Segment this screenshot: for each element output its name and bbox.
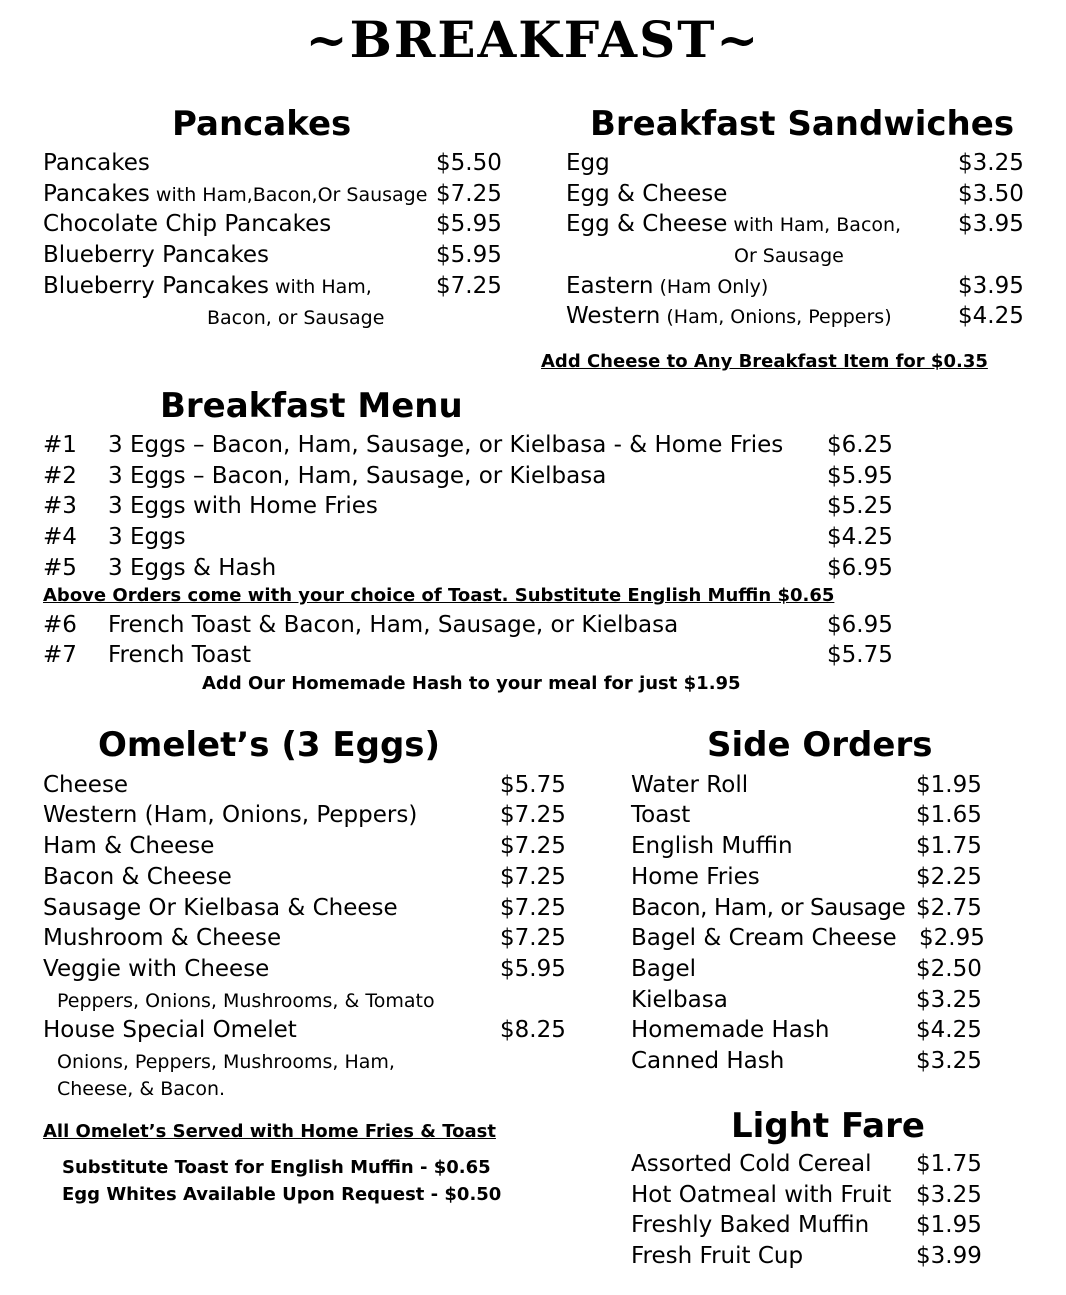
egg-whites-note: Egg Whites Available Upon Request - $0.50 [62, 1184, 502, 1205]
omelet-item-name: House Special Omelet [43, 1017, 297, 1043]
side-item-price: $2.25 [916, 864, 982, 890]
combo-name: French Toast [108, 642, 252, 668]
pancakes-heading: Pancakes [172, 104, 352, 144]
pancakes-item-price: $5.95 [436, 211, 502, 237]
sandwich-item-price: $3.95 [958, 273, 1024, 299]
pancakes-item-price: $7.25 [436, 273, 502, 299]
omelet-item-price: $5.75 [500, 772, 566, 798]
omelet-item-name: Bacon & Cheese [43, 864, 232, 890]
omelet-item-name: Veggie with Cheese [43, 956, 270, 982]
side-item-name: Canned Hash [631, 1048, 785, 1074]
combo-price: $6.95 [827, 555, 893, 581]
sandwich-item-name: Egg & Cheese [566, 181, 728, 207]
combo-number: #1 [43, 432, 77, 458]
pancakes-item-name: Pancakes [43, 150, 150, 176]
omelet-item-name: Western (Ham, Onions, Peppers) [43, 802, 418, 828]
omelet-item-price: $5.95 [500, 956, 566, 982]
omelet-item-price: $7.25 [500, 833, 566, 859]
pancakes-item-name: Blueberry Pancakes [43, 242, 269, 268]
combo-name: 3 Eggs with Home Fries [108, 493, 378, 519]
combo-name: 3 Eggs – Bacon, Ham, Sausage, or Kielbasa [108, 463, 607, 489]
combo-number: #2 [43, 463, 77, 489]
combo-price: $4.25 [827, 524, 893, 550]
combo-name: French Toast & Bacon, Ham, Sausage, or Kielbasa [108, 612, 679, 638]
omelet-item-price: $7.25 [500, 802, 566, 828]
pancakes-item-name: Blueberry Pancakes with Ham, [43, 273, 372, 299]
light-fare-item-name: Fresh Fruit Cup [631, 1243, 804, 1269]
omelet-item-name: Mushroom & Cheese [43, 925, 282, 951]
combo-price: $5.95 [827, 463, 893, 489]
combo-price: $6.25 [827, 432, 893, 458]
sandwich-item-price: $3.50 [958, 181, 1024, 207]
light-fare-heading: Light Fare [731, 1106, 925, 1146]
light-fare-item-price: $3.25 [916, 1182, 982, 1208]
omelets-heading: Omelet’s (3 Eggs) [98, 725, 441, 765]
omelet-item-price: $8.25 [500, 1017, 566, 1043]
combo-number: #6 [43, 612, 77, 638]
side-item-name: Home Fries [631, 864, 760, 890]
sandwich-item-price: $3.95 [958, 211, 1024, 237]
light-fare-item-name: Assorted Cold Cereal [631, 1151, 872, 1177]
combo-price: $6.95 [827, 612, 893, 638]
special-omelet-detail: Onions, Peppers, Mushrooms, Ham, [57, 1051, 395, 1073]
light-fare-item-price: $1.75 [916, 1151, 982, 1177]
sides-heading: Side Orders [707, 725, 933, 765]
sandwich-continuation: Or Sausage [734, 245, 844, 267]
side-item-price: $3.25 [916, 987, 982, 1013]
sandwich-item-name: Western (Ham, Onions, Peppers) [566, 303, 892, 329]
omelet-item-name: Ham & Cheese [43, 833, 215, 859]
toast-note: Above Orders come with your choice of Toast. Substitute English Muffin $0.65 [43, 585, 835, 606]
sandwiches-heading: Breakfast Sandwiches [590, 104, 1015, 144]
sandwich-item-name: Egg & Cheese with Ham, Bacon, [566, 211, 902, 237]
omelet-item-name: Sausage Or Kielbasa & Cheese [43, 895, 398, 921]
combo-name: 3 Eggs – Bacon, Ham, Sausage, or Kielbasa - & Home Fries [108, 432, 784, 458]
combo-name: 3 Eggs & Hash [108, 555, 277, 581]
combo-price: $5.75 [827, 642, 893, 668]
pancakes-item-price: $7.25 [436, 181, 502, 207]
side-item-name: Toast [631, 802, 691, 828]
omelet-item-price: $7.25 [500, 925, 566, 951]
side-item-name: Bagel [631, 956, 697, 982]
sandwich-item-price: $4.25 [958, 303, 1024, 329]
side-item-price: $1.95 [916, 772, 982, 798]
light-fare-item-name: Hot Oatmeal with Fruit [631, 1182, 892, 1208]
pancakes-item-price: $5.50 [436, 150, 502, 176]
side-item-name: Kielbasa [631, 987, 728, 1013]
menu-title: ~BREAKFAST~ [305, 10, 761, 69]
side-item-price: $1.75 [916, 833, 982, 859]
side-item-name: Bagel & Cream Cheese [631, 925, 897, 951]
sandwich-item-name: Egg [566, 150, 610, 176]
veggie-omelet-detail: Peppers, Onions, Mushrooms, & Tomato [57, 990, 435, 1012]
hash-note: Add Our Homemade Hash to your meal for just $1.95 [202, 673, 741, 694]
pancakes-item-price: $5.95 [436, 242, 502, 268]
omelets-served-note: All Omelet’s Served with Home Fries & Toast [43, 1121, 496, 1142]
omelet-item-price: $7.25 [500, 895, 566, 921]
side-item-price: $4.25 [916, 1017, 982, 1043]
combo-number: #3 [43, 493, 77, 519]
pancakes-continuation: Bacon, or Sausage [207, 307, 385, 329]
combo-name: 3 Eggs [108, 524, 186, 550]
light-fare-item-price: $1.95 [916, 1212, 982, 1238]
combo-number: #4 [43, 524, 77, 550]
side-item-price: $3.25 [916, 1048, 982, 1074]
side-item-price: $2.75 [916, 895, 982, 921]
add-cheese-note: Add Cheese to Any Breakfast Item for $0.35 [541, 351, 988, 372]
side-item-price: $2.50 [916, 956, 982, 982]
side-item-price: $1.65 [916, 802, 982, 828]
light-fare-item-price: $3.99 [916, 1243, 982, 1269]
special-omelet-detail: Cheese, & Bacon. [57, 1078, 226, 1100]
omelet-item-price: $7.25 [500, 864, 566, 890]
side-item-name: Homemade Hash [631, 1017, 830, 1043]
pancakes-item-name: Chocolate Chip Pancakes [43, 211, 332, 237]
side-item-name: Water Roll [631, 772, 749, 798]
side-item-name: English Muffin [631, 833, 793, 859]
sandwich-item-price: $3.25 [958, 150, 1024, 176]
combo-price: $5.25 [827, 493, 893, 519]
sandwich-item-name: Eastern (Ham Only) [566, 273, 769, 299]
omelet-item-name: Cheese [43, 772, 129, 798]
combo-number: #7 [43, 642, 77, 668]
pancakes-item-name: Pancakes with Ham,Bacon,Or Sausage [43, 181, 428, 207]
substitute-muffin-note: Substitute Toast for English Muffin - $0.65 [62, 1157, 491, 1178]
side-item-name: Bacon, Ham, or Sausage [631, 895, 906, 921]
combo-number: #5 [43, 555, 77, 581]
side-item-price: $2.95 [919, 925, 985, 951]
breakfast-menu-heading: Breakfast Menu [160, 386, 463, 426]
light-fare-item-name: Freshly Baked Muffin [631, 1212, 870, 1238]
